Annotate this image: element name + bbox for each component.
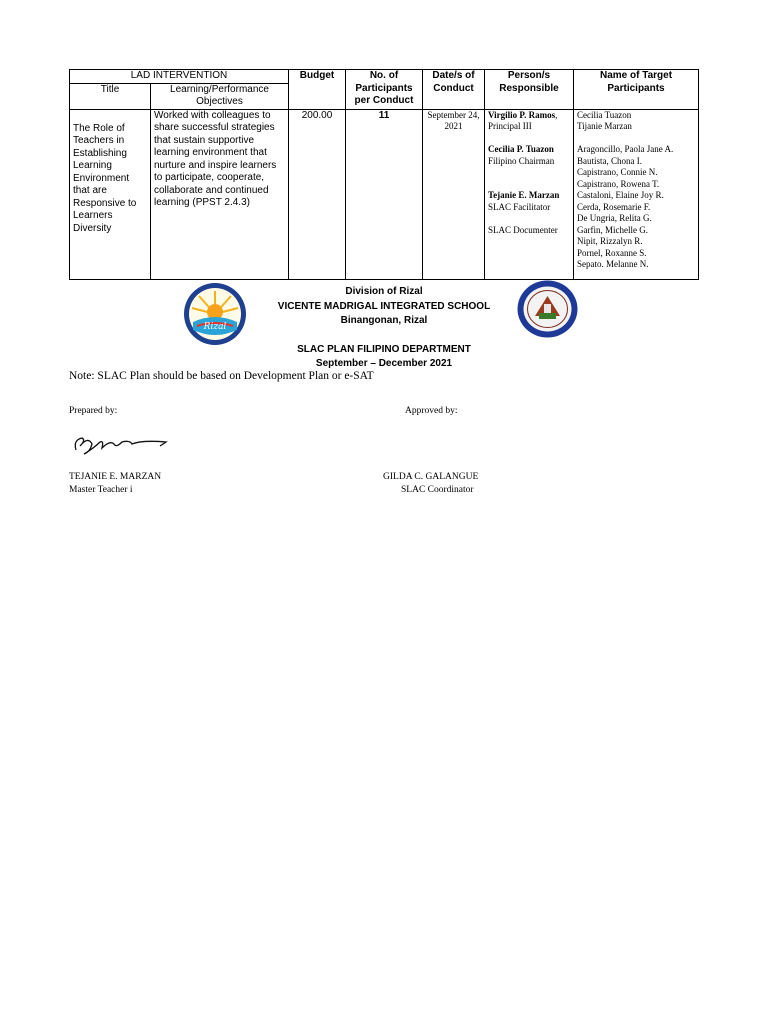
target-name: De Ungria, Relita G. bbox=[577, 213, 652, 223]
header-budget: Budget bbox=[289, 70, 346, 110]
cell-budget: 200.00 bbox=[289, 109, 346, 279]
header-objectives: Learning/Performance Objectives bbox=[151, 83, 289, 109]
cell-objectives: Worked with colleagues to share successful strategies that sustain supportive learning environment that nurture and inspire learners to participate, cooperate, collaborate and continued learning (PPST 2.4.3) bbox=[151, 109, 289, 279]
target-name: Bautista, Chona I. bbox=[577, 155, 642, 166]
header-persons: Person/s Responsible bbox=[485, 70, 574, 110]
person-chairman-role: Filipino Chairman bbox=[488, 155, 555, 166]
target-name: Pornel, Roxanne S. bbox=[577, 247, 647, 258]
person-principal-role: Principal III bbox=[488, 121, 532, 131]
preparer-name: TEJANIE E. MARZAN bbox=[69, 472, 162, 482]
approved-by-label: Approved by: bbox=[405, 406, 458, 416]
cell-participants: 11 bbox=[346, 109, 423, 279]
target-name: Castaloni, Elaine Joy R. bbox=[577, 190, 664, 200]
signature-icon bbox=[70, 432, 170, 458]
person-principal: Virgilio P. Ramos, bbox=[488, 109, 558, 120]
target-name: Tijanie Marzan bbox=[577, 121, 632, 131]
person-facilitator: Tejanie E. Marzan bbox=[488, 190, 560, 200]
person-facilitator-role: SLAC Facilitator bbox=[488, 201, 551, 212]
approver-title: SLAC Coordinator bbox=[401, 485, 474, 495]
header-school: VICENTE MADRIGAL INTEGRATED SCHOOL bbox=[277, 301, 491, 312]
header-division: Division of Rizal bbox=[345, 286, 423, 297]
person-chairman: Cecilia P. Tuazon bbox=[488, 144, 554, 154]
target-name: Cerda, Rosemarie F. bbox=[577, 201, 651, 212]
header-period: September – December 2021 bbox=[315, 358, 453, 369]
target-name: Capistrano, Rowena T. bbox=[577, 178, 660, 189]
header-plan: SLAC PLAN FILIPINO DEPARTMENT bbox=[297, 344, 471, 355]
approver-name: GILDA C. GALANGUE bbox=[383, 472, 479, 482]
header-dates: Date/s of Conduct bbox=[423, 70, 485, 110]
plan-note: Note: SLAC Plan should be based on Development Plan or e-SAT bbox=[69, 370, 374, 382]
school-seal-icon bbox=[517, 280, 578, 338]
target-name: Cecilia Tuazon bbox=[577, 109, 632, 120]
cell-title: The Role of Teachers in Establishing Learning Environment that are Responsive to Learners Diversity bbox=[70, 109, 151, 279]
division-seal-icon bbox=[183, 282, 247, 346]
target-name: Sepato. Melanne N. bbox=[577, 259, 649, 269]
target-name: Garfin, Michelle G. bbox=[577, 224, 648, 235]
target-name: Nipit, Rizzalyn R. bbox=[577, 236, 643, 246]
header-targets: Name of Target Participants bbox=[574, 70, 699, 110]
prepared-by-label: Prepared by: bbox=[69, 406, 118, 416]
header-lad-intervention: LAD INTERVENTION bbox=[70, 70, 289, 84]
svg-text:Rizal: Rizal bbox=[203, 322, 227, 332]
cell-targets bbox=[574, 109, 699, 279]
target-name: Aragoncillo, Paola Jane A. bbox=[577, 144, 674, 154]
cell-date: September 24, 2021 bbox=[423, 109, 485, 279]
cell-persons bbox=[485, 109, 574, 279]
target-name: Capistrano, Connie N. bbox=[577, 167, 658, 177]
preparer-title: Master Teacher i bbox=[69, 485, 133, 495]
person-documenter-role: SLAC Documenter bbox=[488, 224, 558, 235]
slac-plan-table bbox=[69, 69, 699, 280]
header-participants: No. of Participants per Conduct bbox=[346, 70, 423, 110]
header-title: Title bbox=[70, 83, 151, 109]
header-town: Binangonan, Rizal bbox=[340, 315, 428, 326]
